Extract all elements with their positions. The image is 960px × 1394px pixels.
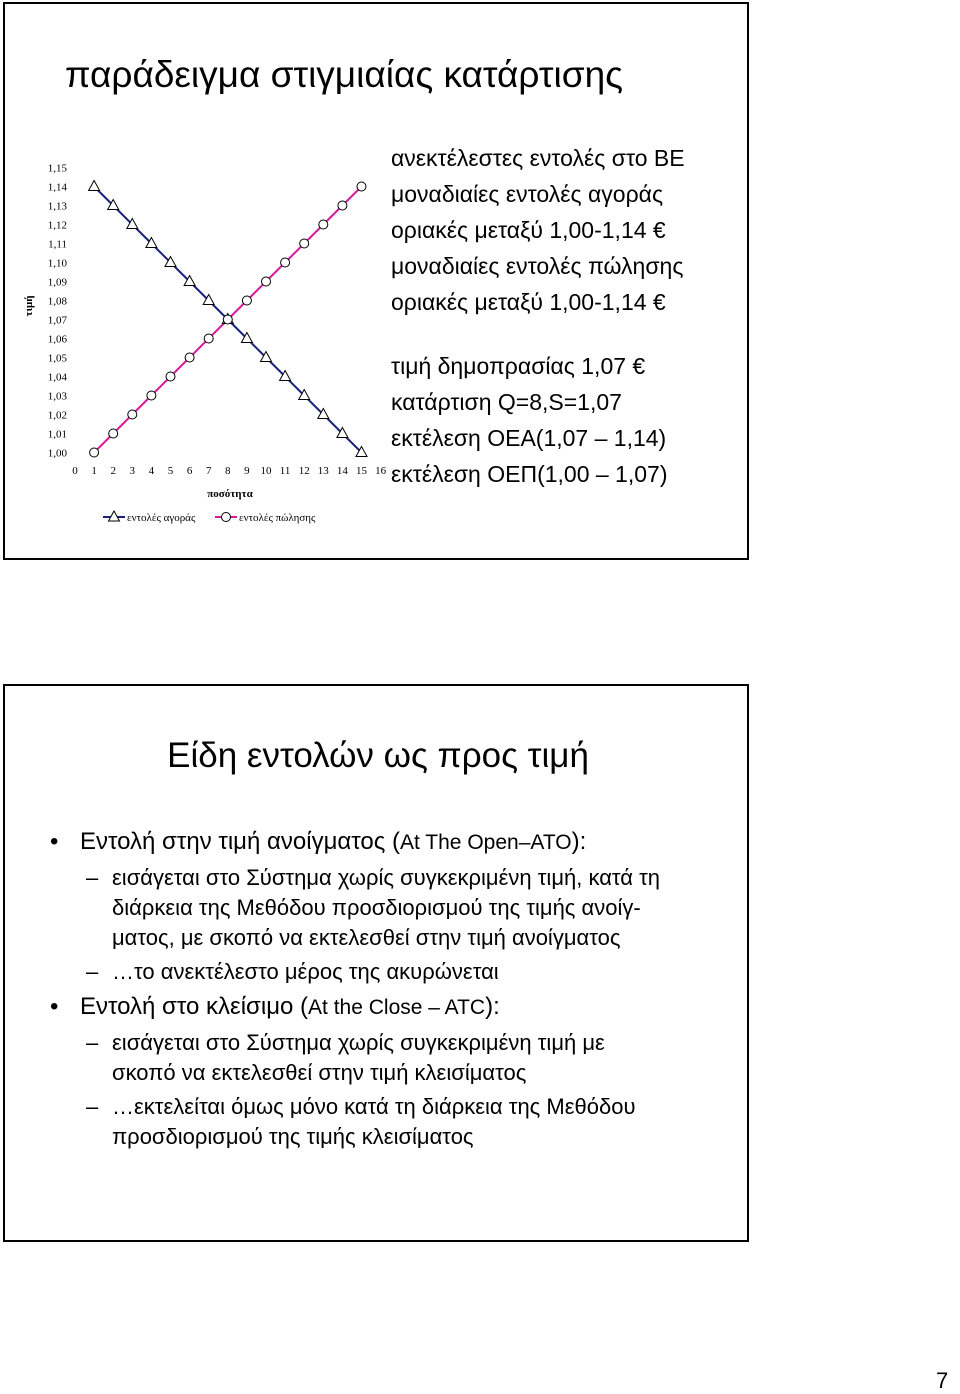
y-tick-label: 1,13 — [47, 200, 67, 213]
y-tick-label: 1,07 — [47, 314, 67, 327]
x-tick-label: 15 — [356, 465, 367, 477]
sell-point — [319, 220, 328, 229]
bullet-english: At The Open–ATO — [400, 831, 572, 854]
sell-point — [128, 410, 137, 419]
chart-legend — [103, 511, 316, 524]
slide-1 — [3, 2, 749, 560]
sub-line: προσδιορισμού της τιμής κλεισίματος — [112, 1124, 474, 1149]
sell-point — [166, 372, 175, 381]
x-tick-label: 13 — [317, 465, 329, 477]
sub-line: …το ανεκτέλεστο μέρος της ακυρώνεται — [112, 959, 499, 984]
y-tick-label: 1,14 — [47, 181, 67, 194]
sell-point — [147, 391, 156, 400]
bullet-dot: • — [50, 828, 59, 855]
y-tick-label: 1,15 — [47, 162, 67, 175]
sub-line: εισάγεται στο Σύστημα χωρίς συγκεκριμένη τιμή με — [112, 1030, 605, 1055]
bullet-item — [50, 991, 740, 1024]
slide-2 — [3, 684, 749, 1242]
dash: – — [86, 1094, 99, 1119]
y-axis-ticks — [48, 163, 68, 460]
legend-marker-sell — [222, 513, 231, 522]
x-tick-label: 10 — [260, 465, 272, 477]
x-tick-label: 7 — [205, 465, 212, 477]
bullet-dot: • — [50, 993, 59, 1020]
note-line: ανεκτέλεστες εντολές στο ΒΕ — [391, 145, 685, 171]
y-tick-label: 1,02 — [47, 409, 67, 422]
x-tick-label: 1 — [91, 465, 97, 477]
x-tick-label: 3 — [129, 465, 136, 477]
y-tick-label: 1,09 — [47, 276, 67, 289]
sell-point — [262, 277, 271, 286]
note-line: κατάρτιση Q=8,S=1,07 — [391, 389, 622, 415]
note-line: εκτέλεση ΟΕΑ(1,07 – 1,14) — [391, 425, 667, 451]
x-tick-label: 5 — [167, 465, 174, 477]
sub-line: …εκτελείται όμως μόνο κατά τη διάρκεια της Μεθόδου — [112, 1094, 636, 1119]
bullet-item — [50, 826, 740, 859]
bullet-end: ): — [485, 993, 500, 1020]
slide-body — [50, 826, 740, 1156]
x-tick-label: 14 — [336, 465, 348, 477]
page-number: 7 — [936, 1368, 949, 1393]
bullet-end: ): — [571, 828, 587, 855]
sell-point — [223, 315, 232, 324]
chart-markers — [89, 181, 367, 458]
note-line: μοναδιαίες εντολές πώλησης — [391, 253, 684, 279]
x-tick-label: 4 — [148, 465, 155, 477]
note-line: τιμή δημοπρασίας 1,07 € — [391, 353, 646, 379]
sub-line: σκοπό να εκτελεσθεί στην τιμή κλεισίματος — [112, 1060, 527, 1085]
y-tick-label: 1,05 — [47, 352, 67, 365]
bullet-text: Εντολή στο κλείσιμο ( — [80, 993, 309, 1020]
sub-item — [50, 957, 740, 987]
x-tick-label: 6 — [186, 465, 193, 477]
bullet-english: At the Close – ATC — [308, 996, 486, 1019]
sub-line: εισάγεται στο Σύστημα χωρίς συγκεκριμένη τιμή, κατά τη — [112, 865, 661, 890]
slide-title: Είδη εντολών ως προς τιμή — [167, 736, 589, 775]
x-tick-label: 2 — [110, 465, 116, 477]
sub-item — [50, 1092, 740, 1152]
sell-point — [242, 296, 251, 305]
y-tick-label: 1,06 — [47, 333, 67, 346]
sell-point — [109, 429, 118, 438]
note-line: οριακές μεταξύ 1,00-1,14 € — [391, 217, 666, 243]
note-line: εκτέλεση ΟΕΠ(1,00 – 1,07) — [391, 461, 668, 487]
dash: – — [86, 865, 99, 890]
sub-line: διάρκεια της Μεθόδου προσδιορισμού της τιμής ανοίγ- — [112, 895, 641, 920]
supply-demand-chart — [5, 144, 391, 534]
x-tick-label: 9 — [244, 465, 250, 477]
x-tick-label: 16 — [375, 465, 387, 477]
buy-point — [89, 181, 100, 191]
sub-line: ματος, με σκοπό να εκτελεσθεί στην τιμή ανοίγματος — [112, 925, 621, 950]
y-tick-label: 1,10 — [47, 257, 67, 270]
sub-item — [50, 1028, 740, 1088]
y-tick-label: 1,03 — [47, 390, 67, 403]
y-tick-label: 1,11 — [48, 238, 67, 251]
sell-point — [357, 182, 366, 191]
sell-point — [281, 258, 290, 267]
sell-point — [204, 334, 213, 343]
slide-title: παράδειγμα στιγμιαίας κατάρτισης — [65, 54, 623, 95]
x-axis-label: ποσότητα — [207, 488, 253, 500]
sell-point — [90, 448, 99, 457]
x-tick-label: 11 — [279, 465, 291, 477]
sell-point — [338, 201, 347, 210]
y-tick-label: 1,00 — [47, 447, 67, 460]
legend-label-buy: εντολές αγοράς — [127, 512, 196, 524]
note-line: οριακές μεταξύ 1,00-1,14 € — [391, 289, 666, 315]
bullet-text: Εντολή στην τιμή ανοίγματος ( — [80, 828, 400, 855]
dash: – — [86, 1030, 99, 1055]
legend-label-sell: εντολές πώλησης — [239, 512, 316, 524]
x-tick-label: 0 — [72, 465, 78, 477]
sell-point — [185, 353, 194, 362]
note-line: μοναδιαίες εντολές αγοράς — [391, 181, 664, 207]
sub-item — [50, 863, 740, 953]
x-tick-label: 8 — [225, 465, 231, 477]
auction-notes — [391, 140, 685, 492]
y-tick-label: 1,08 — [47, 295, 67, 308]
y-tick-label: 1,04 — [47, 371, 67, 384]
sell-point — [300, 239, 309, 248]
x-tick-label: 12 — [298, 465, 310, 477]
y-tick-label: 1,01 — [47, 428, 67, 441]
x-axis-ticks — [72, 465, 386, 477]
y-axis-label: τιμή — [23, 295, 35, 317]
dash: – — [86, 959, 99, 984]
y-tick-label: 1,12 — [47, 219, 67, 232]
